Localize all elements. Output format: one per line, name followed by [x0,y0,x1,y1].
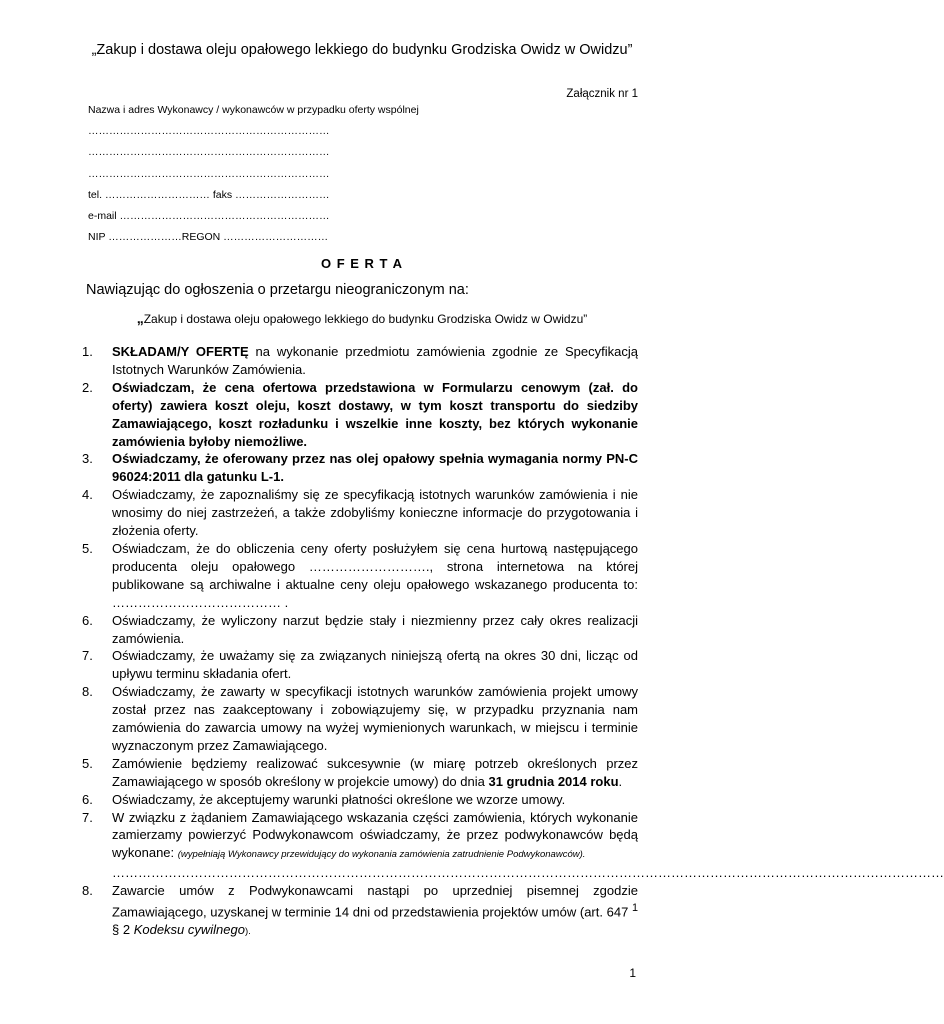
item-number: 8. [82,684,93,700]
list-item [82,379,638,451]
item-number: 5. [82,540,93,556]
item-number: 2. [82,379,93,395]
list-item [82,486,638,540]
contractor-line-2: …………………………………………………………… [88,146,330,159]
item-text: Oświadczamy, że zawarty w specyfikacji istotnych warunków zamówienia projekt umowy został przez nas zaakceptowany i zobowiązujemy się, w przypadku przyznania nam zamówienia do zawarcia umowy na wyżej wymienionych warunkach, w miejscu i terminie wyznaczonym przez Zamawiającego. [112,684,638,753]
list-item [82,343,638,379]
item-text: Zamówienie będziemy realizować sukcesywnie (w miarę potrzeb określonych przez Zamawiającego w sposób określony w projekcie umowy) do dnia [112,755,638,789]
item-number: 8. [82,883,93,899]
item-number: 7. [82,648,93,664]
contractor-line-1: …………………………………………………………… [88,125,330,138]
list-item [82,450,638,486]
list-item [82,612,638,648]
item-number: 5. [82,755,93,771]
page-number: 1 [629,966,636,980]
item-dotted-line: ………………………………………………………………………………………………………………………………………………………………………… [112,865,944,881]
list-item [82,791,638,809]
contractor-line-3: …………………………………………………………… [88,167,330,180]
offer-subject [0,310,724,326]
attachment-label: Załącznik nr 1 [566,88,638,100]
item-note: (wypełniają Wykonawcy przewidujący do wykonania zamówienia zatrudnienie Podwykonawców). [177,849,586,861]
item-number: 1. [82,344,93,359]
item-text: na wykonanie przedmiotu zamówienia zgodnie ze Specyfikacją Istotnych Warunków Zamówienia. [112,344,638,377]
contractor-label: Nazwa i adres Wykonawcy / wykonawców w przypadku oferty wspólnej [88,104,419,116]
contractor-tel-fax: tel. ………………………… faks ……………………… [88,188,330,201]
item-bold: Oświadczam, że cena ofertowa przedstawiona w Formularzu cenowym (zał. do oferty) zawiera koszt oleju, koszt dostawy, w tym koszt transportu do siedziby Zamawiającego, koszt rozładunku i wszelkie inne koszty, bez których wykonanie zamówienia byłoby niemożliwe. [112,379,638,449]
subject-open-quote: „ [136,310,144,326]
list-item [82,540,638,612]
item-text: Oświadczam, że do obliczenia ceny oferty posłużyłem się cena hurtową następującego producenta oleju opałowego ………………………., strona internetowa na której publikowane są archiwalne i aktualne ceny oleju opałowego wskazanego producenta to: ………………………………… . [112,540,638,610]
item-text-2: § 2 [112,922,134,938]
list-item [82,755,638,791]
item-superscript: 1 [631,902,638,915]
list-item [82,882,638,941]
item-number: 7. [82,809,93,825]
list-item [82,809,944,883]
item-text: Zawarcie umów z Podwykonawcami nastąpi po uprzedniej pisemnej zgodzie Zamawiającego, uzyskanej w terminie 14 dni od przedstawienia projektów umów (art. 647 [112,883,638,920]
offer-intro: Nawiązując do ogłoszenia o przetargu nieograniczonym na: [86,282,469,298]
item-number: 6. [82,791,93,807]
offer-heading: O F E R T A [320,256,404,271]
item-italic: Kodeksu cywilnego [133,922,245,938]
item-number: 6. [82,612,93,628]
item-text-end: . [618,773,623,789]
document-title: „Zakup i dostawa oleju opałowego lekkiego do budynku Grodziska Owidz w Owidzu” [91,42,633,58]
item-number: 3. [82,451,93,467]
item-bold: SKŁADAM/Y OFERTĘ [112,344,249,359]
subject-text: Zakup i dostawa oleju opałowego lekkiego do budynku Grodziska Owidz w Owidzu” [143,312,588,326]
list-item [82,683,638,755]
item-text: Oświadczamy, że zapoznaliśmy się ze specyfikacją istotnych warunków zamówienia i nie wnosimy do niej zastrzeżeń, a także zdobyliśmy konieczne informacje do przygotowania i złożenia oferty. [112,487,638,539]
item-text: Oświadczamy, że akceptujemy warunki płatności określone we wzorze umowy. [112,791,566,807]
item-bold: Oświadczamy, że oferowany przez nas olej opałowy spełnia wymagania normy PN-C 96024:2011 dla gatunku L-1. [112,451,638,485]
statement-list [82,343,944,941]
contractor-nip-regon: NIP …………………REGON ………………………… [88,231,329,244]
contractor-email: e-mail …………………………………………………… [88,210,330,223]
item-number: 4. [82,487,93,503]
contractor-block [88,100,419,248]
list-item [82,647,638,683]
item-text: Oświadczamy, że uważamy się za związanych niniejszą ofertą na okres 30 dni, licząc od upływu terminu składania ofert. [112,648,638,682]
item-text: Oświadczamy, że wyliczony narzut będzie stały i niezmienny przez cały okres realizacji zamówienia. [112,612,638,646]
item-text-3: ). [244,926,251,938]
item-text: W związku z żądaniem Zamawiającego wskazania części zamówienia, których wykonanie zamierzamy powierzyć Podwykonawcom oświadczamy, że przez podwykonawców będą wykonane: [112,809,638,861]
item-bold-date: 31 grudnia 2014 roku [488,773,619,789]
